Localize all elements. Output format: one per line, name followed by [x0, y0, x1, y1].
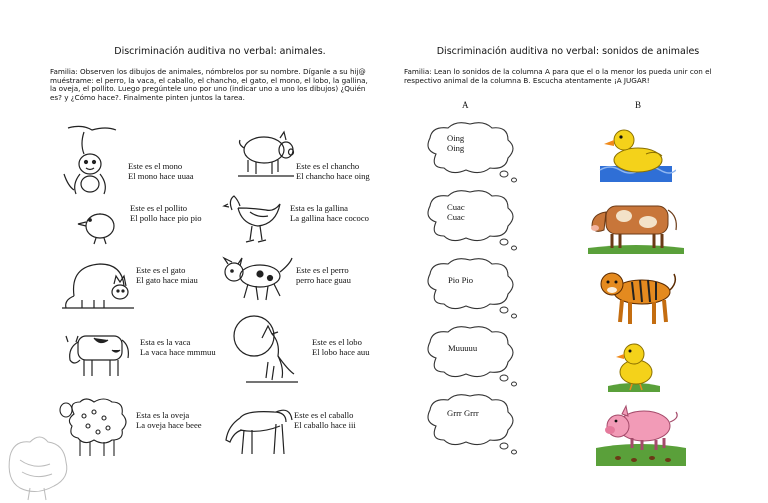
horse-icon: [220, 400, 296, 458]
caption-pig: Este es el chancho El chancho hace oing: [296, 161, 370, 181]
caption-wolf: Este es el lobo El lobo hace auu: [312, 337, 370, 357]
corner-hen-drawing: [0, 426, 76, 503]
caption-sheep: Esta es la oveja La oveja hace beee: [136, 410, 202, 430]
right-title: Discriminación auditiva no verbal: sonidos de animales: [436, 46, 700, 57]
cat-icon: [60, 256, 136, 310]
column-b-header: B: [635, 100, 642, 110]
sound-text-3: Pio Pio: [448, 275, 474, 285]
chick-icon: [76, 202, 128, 246]
pig-icon: [234, 128, 296, 180]
hen-icon: [222, 190, 284, 246]
sound-bubble-1: [422, 120, 522, 184]
sound-text-4: Muuuuu: [448, 343, 478, 353]
chick-icon: [606, 340, 662, 392]
monkey-icon: [62, 124, 120, 196]
dog-icon: [220, 254, 296, 306]
pig-icon: [594, 400, 688, 466]
column-a-header: A: [462, 100, 469, 110]
caption-cow: Esta es la vaca La vaca hace mmmuu: [140, 337, 216, 357]
caption-monkey: Este es el mono El mono hace uuaa: [128, 161, 194, 181]
caption-hen: Esta es la gallina La gallina hace cococo: [290, 203, 369, 223]
left-title: Discriminación auditiva no verbal: animales.: [114, 46, 326, 57]
sound-bubble-5: [422, 392, 522, 456]
caption-cat: Este es el gato El gato hace miau: [136, 265, 198, 285]
wolf-icon: [228, 312, 300, 386]
sound-text-5: Grrr Grrr: [447, 408, 479, 418]
caption-horse: Este es el caballo El caballo hace iii: [294, 410, 356, 430]
tiger-icon: [594, 266, 678, 328]
left-instructions: Familia: Observen los dibujos de animales, nómbrelos por su nombre. Díganle a su hij@ muéstrame: el perro, la vaca, el caballo, el chancho, el gato, el mono, el lobo, la gallina, la oveja, el pollito. Luego pregúntele uno por uno (indicar uno a uno los dibujos) ¿Quién es? y ¿Cómo hace?. Finalmente pinten juntos la tarea.: [50, 67, 368, 102]
caption-chick: Este es el pollito El pollo hace pio pio: [130, 203, 202, 223]
right-instructions: Familia: Lean lo sonidos de la columna A para que el o la menor los pueda unir con el respectivo animal de la columna B. Escucha atentamente ¡A JUGAR!: [404, 67, 712, 85]
caption-dog: Este es el perro perro hace guau: [296, 265, 351, 285]
sound-bubble-4: [422, 324, 522, 388]
sound-text-2: Cuac Cuac: [447, 202, 465, 222]
sound-bubble-2: [422, 188, 522, 252]
cow-icon: [64, 324, 136, 382]
duck-icon: [596, 120, 676, 184]
sound-bubble-3: [422, 256, 522, 320]
sound-text-1: Oing Oing: [447, 133, 465, 153]
cow-icon: [586, 196, 686, 254]
